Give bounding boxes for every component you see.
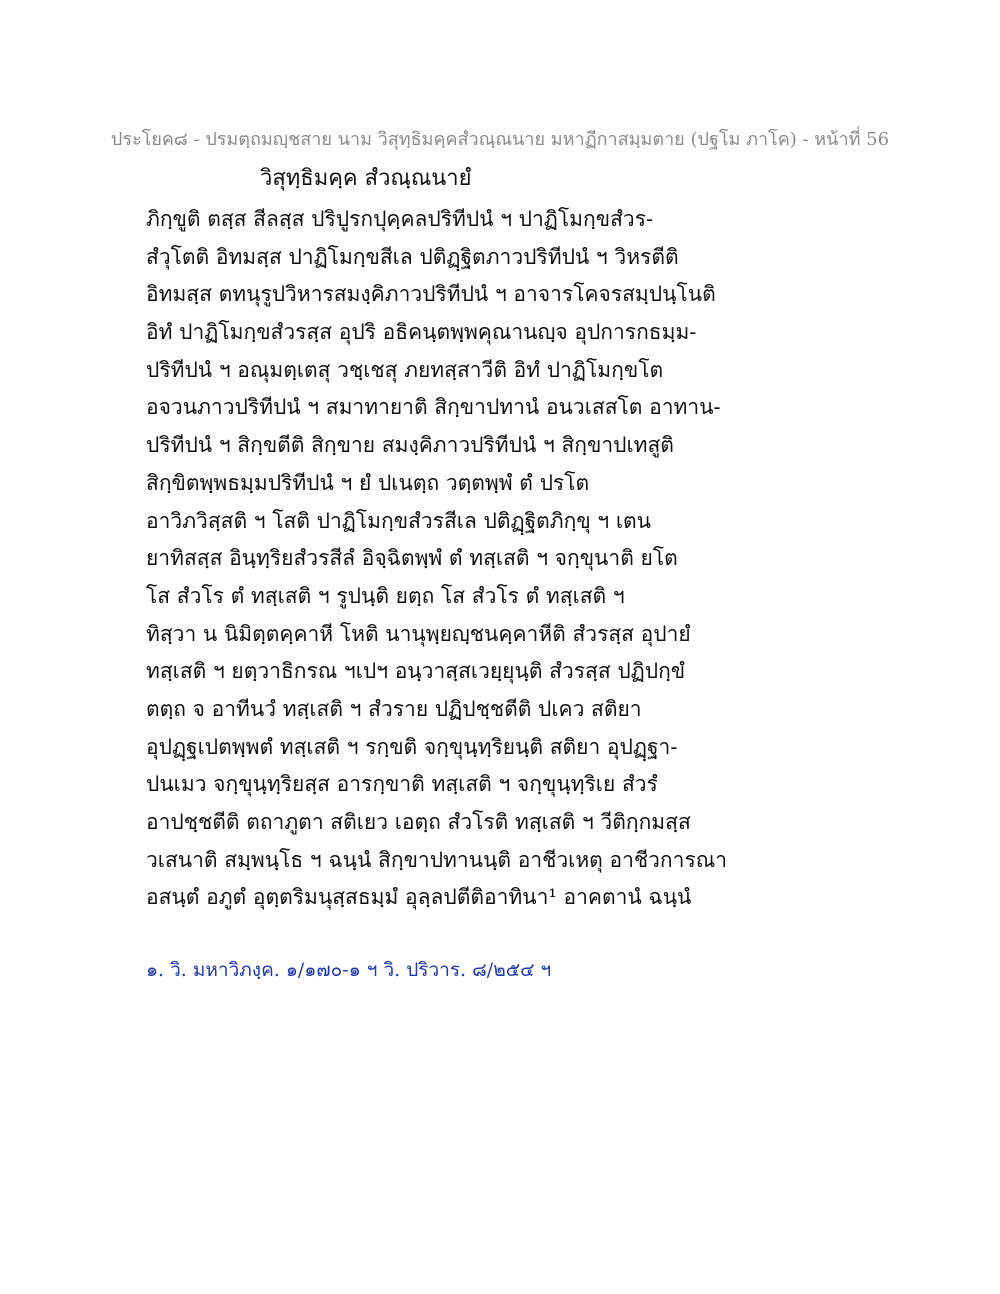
body-line: อาปชฺชตีติ ตถาภูตา สติเยว เอตฺถ สํวโรติ ทสฺเสติ ฯ วีติกฺกมสฺส [146,810,691,834]
footnote: ๑. วิ. มหาวิภงฺค. ๑/๑๗๐-๑ ฯ วิ. ปริวาร. ๘/๒๕๔ ฯ [146,959,552,981]
body-line: ปนเมว จกฺขุนฺทฺริยสฺส อารกฺขาติ ทสฺเสติ ฯ จกฺขุนฺทฺริเย สํวรํ [146,772,658,797]
body-line: ปริทีปนํ ฯ สิกฺขตีติ สิกฺขาย สมงฺคิภาวปริทีปนํ ฯ สิกฺขาปเทสูติ [146,433,674,458]
body-line: วเสนาติ สมฺพนฺโธ ฯ ฉนฺนํ สิกฺขาปทานนฺติ อาชีวเหตุ อาชีวการณา [146,847,727,872]
body-line: อจวนภาวปริทีปนํ ฯ สมาทายาติ สิกฺขาปทานํ อนวเสสโต อาทาน- [146,395,721,420]
body-line: ทิสฺวา น นิมิตฺตคฺคาหี โหติ นานุพฺยญฺชนคฺคาหีติ สํวรสฺส อุปายํ [146,621,691,646]
body-line: อุปฏฺฐเปตพฺพตํ ทสฺเสติ ฯ รกฺขติ จกฺขุนฺทฺริยนฺติ สติยา อุปฏฺฐา- [146,734,678,759]
body-line: อสนฺตํ อภูตํ อุตฺตริมนุสฺสธมฺมํ อุลฺลปตีติอาทินา¹ อาคตานํ ฉนฺนํ [146,885,692,910]
body-line: อิทมสฺส ตทนุรูปวิหารสมงฺคิภาวปริทีปนํ ฯ อาจารโคจรสมฺปนฺโนติ [146,282,716,307]
body-line: ทสฺเสติ ฯ ยตฺวาธิกรณ ฯเปฯ อนฺวาสฺสเวยฺยุนฺติ สํวรสฺส ปฏิปกฺขํ [146,659,686,684]
body-line: สํวุโตติ อิทมสฺส ปาฏิโมกฺขสีเล ปติฏฺฐิตภาวปริทีปนํ ฯ วิหรตีติ [146,244,679,269]
body-line: ปริทีปนํ ฯ อณุมตฺเตสุ วชฺเชสุ ภยทสฺสาวีติ อิทํ ปาฏิโมกฺขโต [146,357,664,382]
body-line: สิกฺขิตพฺพธมฺมปริทีปนํ ฯ ยํ ปเนตฺถ วตฺตพฺพํ ตํ ปรโต [146,470,590,495]
body-line: อิทํ ปาฏิโมกฺขสํวรสฺส อุปริ อธิคนฺตพฺพคุณานญฺจ อุปการกธมฺม- [146,320,697,345]
body-line: ยาทิสสฺส อินฺทฺริยสํวรสีลํ อิจฺฉิตพฺพํ ตํ ทสฺเสติ ฯ จกฺขุนาติ ยโต [146,546,678,571]
body-line: ตตฺถ จ อาทีนวํ ทสฺเสติ ฯ สํวราย ปฏิปชฺชตีติ ปเคว สติยา [146,696,642,721]
body-text [146,201,727,917]
body-line: อาวิภวิสฺสติ ฯ โสติ ปาฏิโมกฺขสํวรสีเล ปติฏฺฐิตภิกฺขุ ฯ เตน [146,508,652,533]
running-header: ประโยค๘ - ปรมตฺถมญฺชสาย นาม วิสุทฺธิมคฺคสํวณฺณนาย มหาฏีกาสมฺมตาย (ปฐโม ภาโค) - หน้าที่ 56 [110,129,890,150]
body-line: ภิกฺขูติ ตสฺส สีลสฺส ปริปูรกปุคฺคลปริทีปนํ ฯ ปาฏิโมกฺขสํวร- [146,207,654,231]
body-line: โส สํวโร ตํ ทสฺเสติ ฯ รูปนฺติ ยตฺถ โส สํวโร ตํ ทสฺเสติ ฯ [146,583,625,608]
section-title: วิสุทฺธิมคฺค สํวณฺณนายํ [260,166,472,191]
